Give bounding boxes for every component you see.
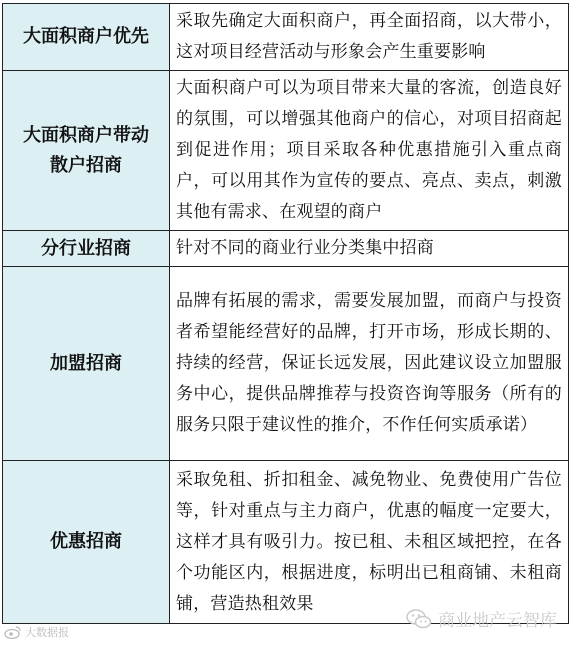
row-key-label: 大面积商户优先 — [23, 26, 149, 47]
source-watermark — [4, 624, 69, 640]
row-value-text: 针对不同的商业行业分类集中招商 — [176, 238, 434, 258]
table-row — [3, 71, 569, 231]
row-key-label: 分行业招商 — [41, 237, 131, 259]
row-value-text: 采取先确定大面积商户，再全面招商，以大带小，这对项目经营活动与形象会产生重要影响 — [176, 11, 562, 62]
row-value-text: 大面积商户可以为项目带来大量的客流，创造良好的氛围，可以增强其他商户的信心，对项目招商起到促进作用；项目采取各种优惠措施引入重点商户，可以用其作为宣传的要点、亮点、卖点，刺激其他有需求、在观望的商户 — [176, 78, 562, 222]
table-row — [3, 461, 569, 624]
brand-watermark-text: 商业地产云智库 — [438, 611, 557, 631]
row-key-label: 大面积商户带动散户招商 — [23, 124, 149, 176]
merchant-strategy-table — [2, 3, 569, 624]
brand-watermark — [406, 606, 557, 631]
row-key-label: 优惠招商 — [50, 531, 122, 552]
row-value-text: 品牌有拓展的需求，需要发展加盟，而商户与投资者希望能经营好的品牌，打开市场，形成长期的、持续的经营，保证长远发展，因此建议设立加盟服务中心，提供品牌推荐与投资咨询等服务（所有的服务只限于建议性的推介，不作任何实质承诺） — [176, 291, 562, 435]
wechat-icon — [406, 608, 432, 630]
source-watermark-text: 大数据报 — [25, 626, 69, 639]
row-key-cell — [3, 4, 170, 71]
row-value-cell — [170, 461, 569, 624]
row-key-label: 加盟招商 — [50, 352, 122, 374]
row-key-cell — [3, 231, 170, 267]
row-key-cell — [3, 267, 170, 461]
row-value-cell — [170, 267, 569, 461]
row-value-cell — [170, 71, 569, 231]
row-value-cell — [170, 4, 569, 71]
table-row — [3, 267, 569, 461]
table-row — [3, 4, 569, 71]
weibo-icon — [4, 625, 22, 639]
table-row — [3, 231, 569, 267]
row-value-cell — [170, 231, 569, 267]
row-key-cell — [3, 71, 170, 231]
row-key-cell — [3, 461, 170, 624]
row-value-text: 采取免租、折扣租金、减免物业、免费使用广告位等，针对重点与主力商户，优惠的幅度一定要大，这样才具有吸引力。按已租、未租区域把控，在各个功能区内，根据进度，标明出已租商铺、未租商铺，营造热租效果 — [176, 469, 562, 614]
